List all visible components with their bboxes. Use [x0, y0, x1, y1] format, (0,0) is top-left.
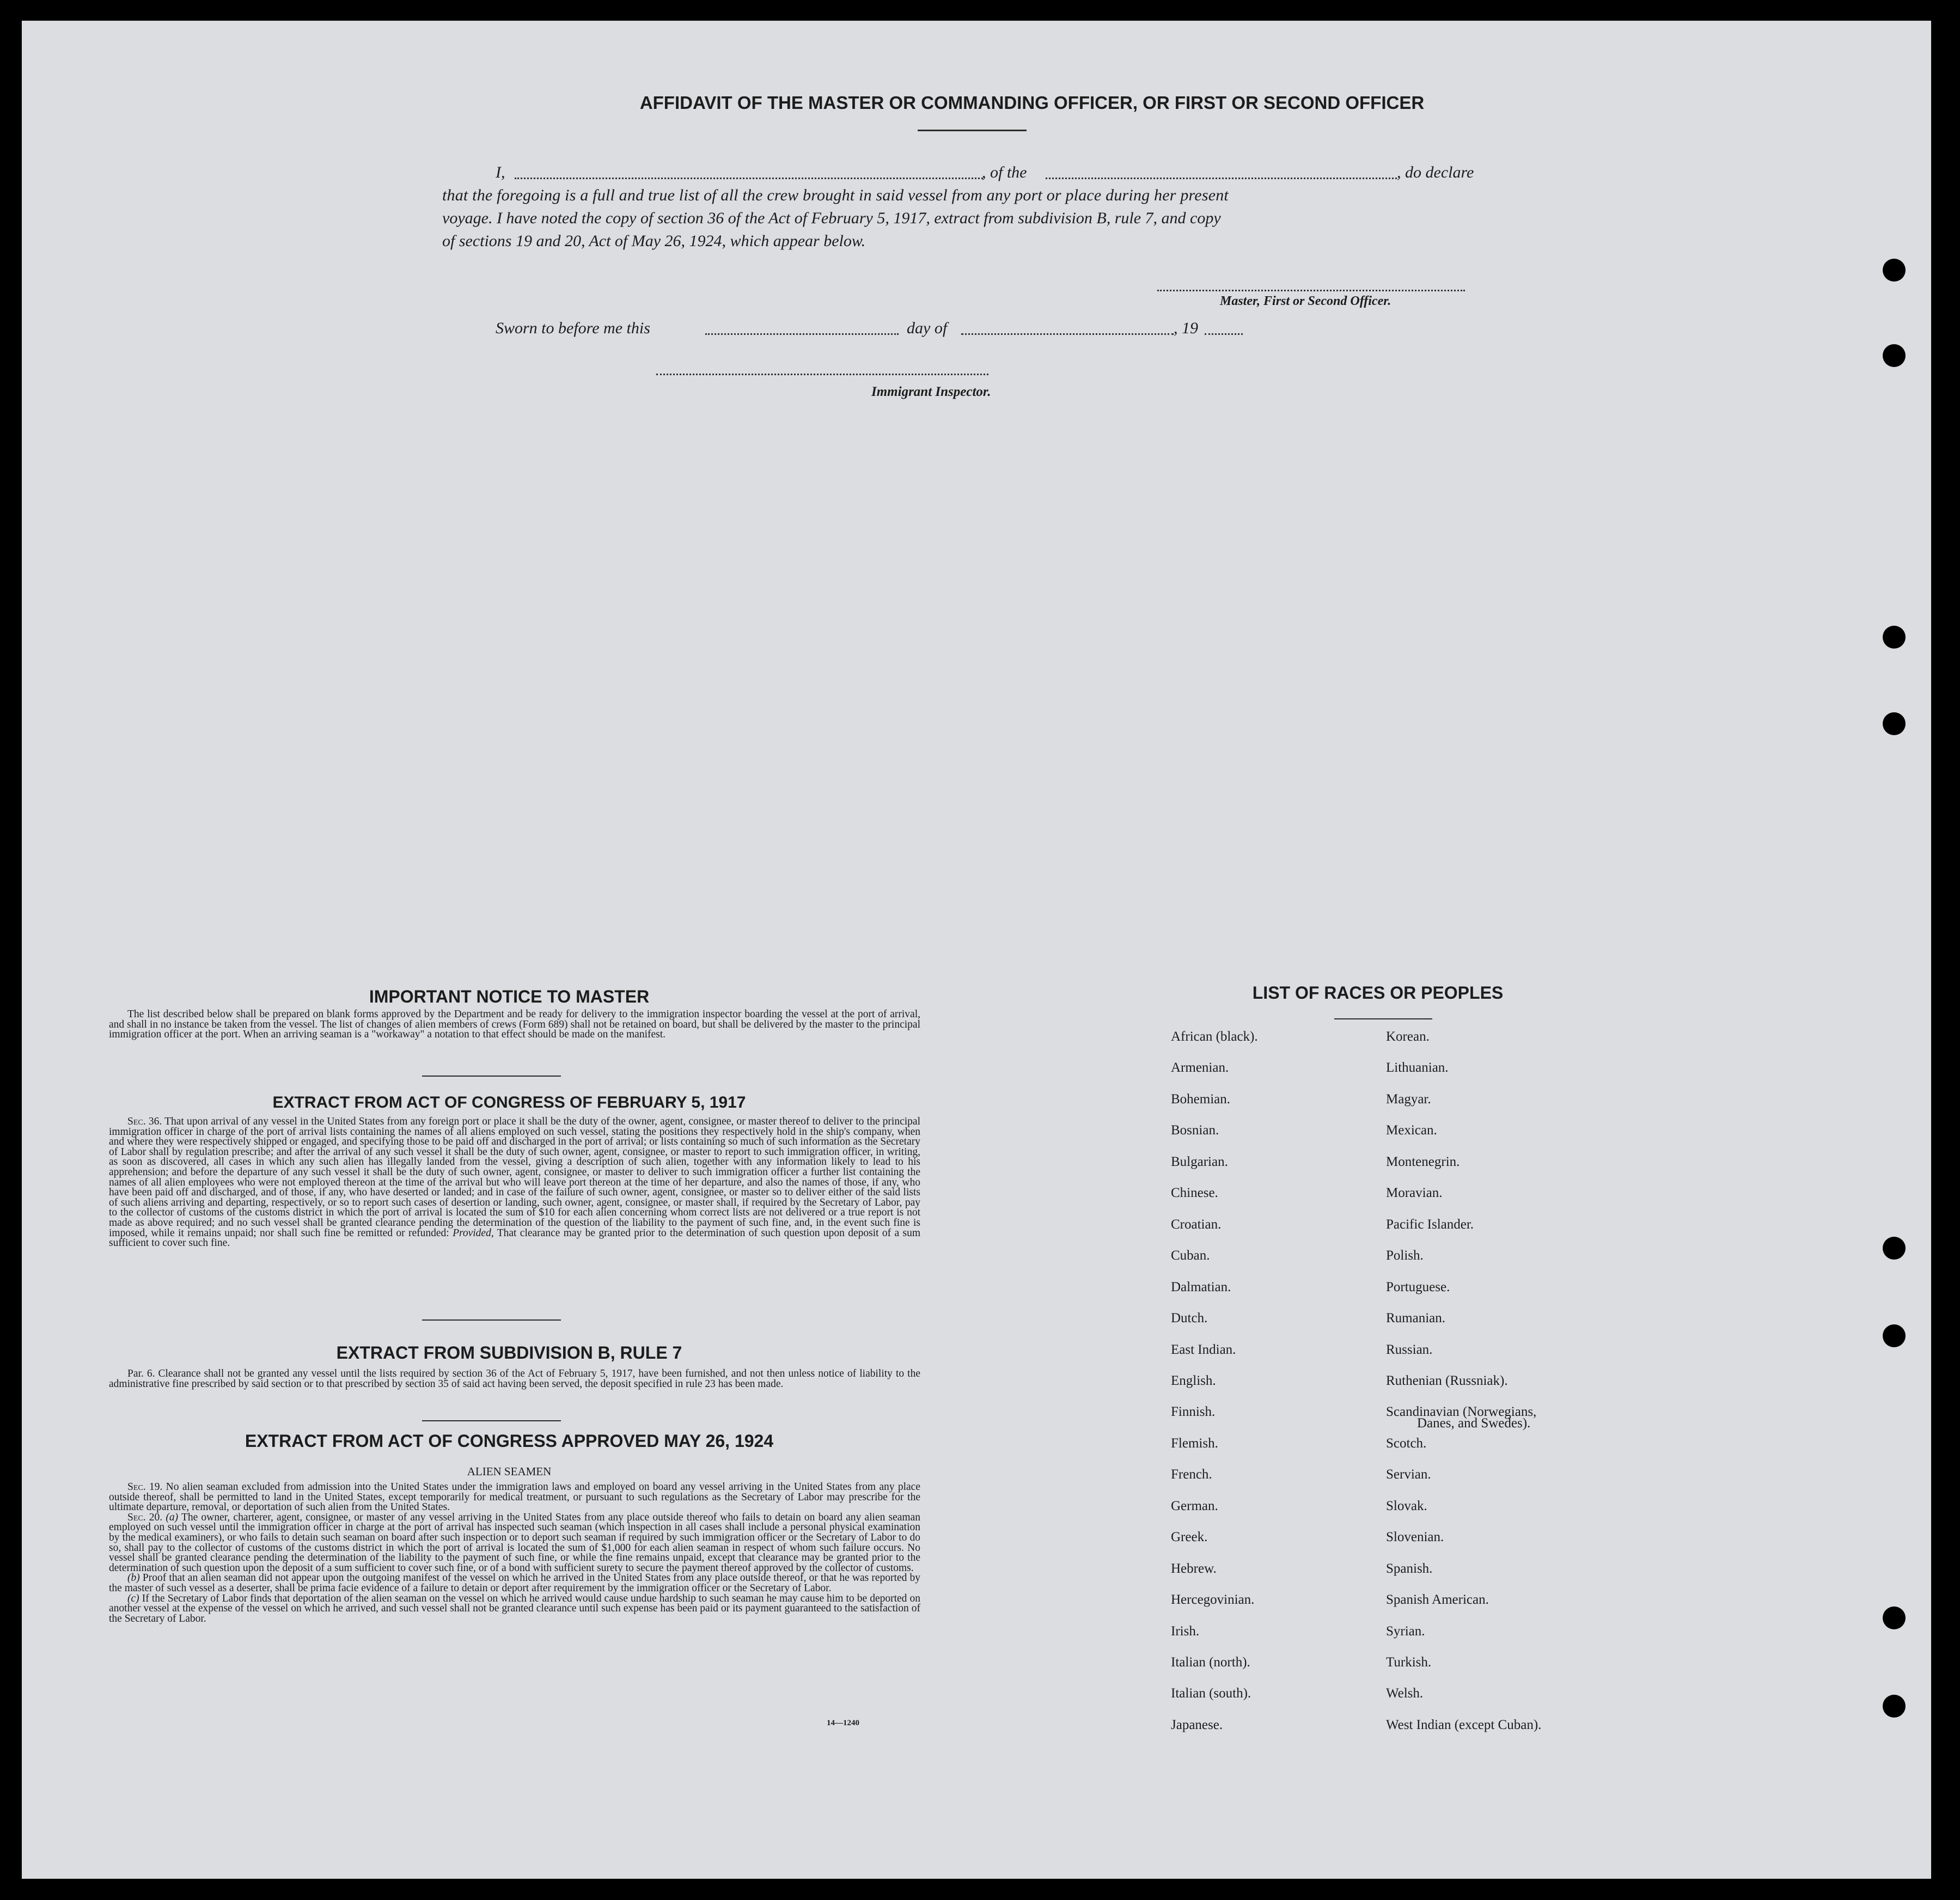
section-36-text-end: That clearance may be granted prior to the determination of such question upon deposit of a sum sufficient to cover such fine.: [109, 1227, 920, 1249]
race-item: Turkish.: [1386, 1655, 1432, 1670]
race-item: Scotch.: [1386, 1435, 1427, 1451]
section-19-text: No alien seaman excluded from admission into the United States under the immigration laws and employed on board any vessel arriving in the United States from any place outside thereof, shall be permitted to land in the United States, except temporarily for medical treatment, or pursuant to such regulations as the Secretary of Labor may prescribe for the ultimate departure, removal, or deportation of such alien from the United States.: [109, 1481, 920, 1513]
punch-hole: [1883, 344, 1906, 367]
affidavit-body-line3: of sections 19 and 20, Act of May 26, 1924, which appear below.: [442, 232, 866, 250]
race-item: Bosnian.: [1171, 1123, 1219, 1138]
race-item: Finnish.: [1171, 1404, 1216, 1420]
race-item: German.: [1171, 1498, 1218, 1513]
section-36-label: Sec. 36.: [127, 1116, 162, 1127]
section-36-text: That upon arrival of any vessel in the United States from any foreign port or place it shall be the duty of the owner, agent, consignee, or master thereof to deliver to the principal immigration officer in charge of the port of arrival lists containing the names of all aliens employed on such vessel, stating the positions they respectively hold in the ship's company, when and where they were respectively shipped or engaged, and specifying those to be paid off and discharged in the port of arrival; or lists containing so much of such information as the Secretary of Labor shall by regulation prescribe; and after the arrival of any such vessel it shall be the duty of such owner, agent, consignee, or master to report to such immigration officer, in writing, as soon as discovered, all cases in which any such alien has illegally landed from the vessel, giving a description of such alien, together with any information likely to lead to his apprehension; and before the departure of any such vessel it shall be the duty of such owner, agent, consignee, or master to deliver to such immigration officer a further list containing the names of all alien employees who were not employed thereon at the time of the arrival but who will leave port thereon at the time of her departure, and also the names of those, if any, who have been paid off and discharged, and of those, if any, who have deserted or landed; and in case of the failure of such owner, agent, consignee, or master so to deliver either of the said lists of such aliens arriving and departing, respectively, or so to report such cases of desertion or landing, such owner, agent, consignee, or master shall, if required by the Secretary of Labor, pay to the collector of customs of the customs district in which the port of arrival is located the sum of $10 for each alien concerning whom correct lists are not delivered or a true report is not made as above required; and no such vessel shall be granted clearance pending the determination of the question of the liability to the payment of such fine, and, in the event such fine is imposed, while it remains unpaid; nor shall such fine be remitted or refunded:: [109, 1116, 920, 1239]
day-of-label: day of: [907, 319, 948, 337]
affidavit-title-rule: [918, 130, 1027, 131]
race-item: Welsh.: [1386, 1686, 1424, 1701]
race-item: Spanish.: [1386, 1561, 1433, 1576]
punch-hole: [1883, 259, 1906, 282]
race-item: Chinese.: [1171, 1186, 1218, 1201]
race-item: Rumanian.: [1386, 1311, 1446, 1326]
notice-paragraph: The list described below shall be prepared on blank forms approved by the Department and be ready for delivery to the immigration inspector boarding the vessel at the port of arrival, and shall in no instance be taken from the vessel. The list of changes of alien members of crews (Form 689) shall not be retained on board, but shall be delivered by the master to the principal immigration officer at the port. When an arriving seaman is a "workaway" a notation to that effect should be made on the manifest.: [109, 1009, 920, 1041]
punch-hole: [1883, 1324, 1906, 1347]
punch-hole: [1883, 1237, 1906, 1260]
provided-label: Provided,: [453, 1227, 494, 1239]
race-item: Slovenian.: [1386, 1530, 1444, 1545]
extract-rule7-rule: [422, 1420, 561, 1421]
race-item: Dalmatian.: [1171, 1279, 1231, 1294]
sworn-day-blank[interactable]: [705, 333, 899, 335]
race-item: Hebrew.: [1171, 1561, 1217, 1576]
section-20a-label: (a): [166, 1511, 179, 1523]
extract-1917-rule: [422, 1319, 561, 1321]
extract-1917-text: [109, 1117, 920, 1249]
punch-hole: [1883, 1695, 1906, 1718]
race-item: Flemish.: [1171, 1435, 1218, 1451]
master-signature-blank[interactable]: [1157, 290, 1465, 291]
affidavit-body-line1: that the foregoing is a full and true list of all the crew brought in said vessel from any port or place during her present: [442, 186, 1229, 204]
section-20c-text: If the Secretary of Labor finds that deportation of the alien seaman on the vessel on which he arrived would cause undue hardship to such seaman he may cause him to be deported on another vessel at the expense of the vessel on which he arrived, and such vessel shall not be granted clearance until such expense has been paid or its payment guaranteed to the satisfaction of the Secretary of Labor.: [109, 1592, 920, 1624]
race-item: Slovak.: [1386, 1498, 1427, 1513]
notice-text: [109, 1010, 920, 1040]
race-item: Mexican.: [1386, 1123, 1437, 1138]
sworn-label: Sworn to before me this: [496, 319, 650, 337]
race-item: Magyar.: [1386, 1091, 1431, 1107]
master-signature-caption: Master, First or Second Officer.: [1220, 294, 1391, 308]
year-label: , 19: [1174, 319, 1198, 337]
race-item: East Indian.: [1171, 1342, 1236, 1357]
race-item: Dutch.: [1171, 1311, 1208, 1326]
race-item: Montenegrin.: [1386, 1154, 1460, 1169]
extract-rule7-title: EXTRACT FROM SUBDIVISION B, RULE 7: [336, 1343, 682, 1363]
race-item: Lithuanian.: [1386, 1060, 1449, 1076]
race-item: Pacific Islander.: [1386, 1217, 1474, 1232]
section-20a-paragraph: [109, 1513, 920, 1574]
race-item: Irish.: [1171, 1623, 1200, 1639]
extract-1917-title: EXTRACT FROM ACT OF CONGRESS OF FEBRUARY 5, 1917: [272, 1093, 746, 1111]
race-item: Russian.: [1386, 1342, 1433, 1357]
race-item: African (black).: [1171, 1029, 1258, 1044]
race-item: Portuguese.: [1386, 1279, 1450, 1294]
race-item: Ruthenian (Russniak).: [1386, 1373, 1508, 1388]
sworn-year-blank[interactable]: [1205, 333, 1243, 335]
race-item: Hercegovinian.: [1171, 1592, 1255, 1608]
race-item: Polish.: [1386, 1248, 1424, 1263]
section-19-paragraph: [109, 1482, 920, 1513]
notice-rule: [422, 1076, 561, 1077]
document-page: [22, 21, 1931, 1879]
affidavit-i-label: I,: [496, 163, 505, 181]
race-item: West Indian (except Cuban).: [1386, 1717, 1542, 1732]
race-item: French.: [1171, 1467, 1212, 1482]
extract-1924-title: EXTRACT FROM ACT OF CONGRESS APPROVED MAY 26, 1924: [245, 1431, 774, 1451]
notice-title: IMPORTANT NOTICE TO MASTER: [369, 987, 650, 1006]
race-item: Moravian.: [1386, 1186, 1443, 1201]
section-20b-text: Proof that an alien seaman did not appear upon the outgoing manifest of the vessel on which he arrived in the United States from any place outside thereof, or that he was reported by the master of such vessel as a deserter, shall be prima facie evidence of a failure to detain or deport after requirement by the immigration officer or the Secretary of Labor.: [109, 1572, 921, 1594]
race-item: Korean.: [1386, 1029, 1430, 1044]
race-item: Scandinavian (Norwegians,: [1386, 1404, 1537, 1420]
section-20b-label: (b): [127, 1572, 140, 1584]
sworn-month-blank[interactable]: [961, 333, 1174, 335]
section-20-label: Sec. 20.: [127, 1511, 163, 1523]
extract-1924-text: [109, 1482, 920, 1624]
race-item: Greek.: [1171, 1530, 1208, 1545]
section-20c-paragraph: [109, 1594, 920, 1624]
punch-hole: [1883, 1606, 1906, 1629]
inspector-caption: Immigrant Inspector.: [871, 384, 991, 399]
race-item: Japanese.: [1171, 1717, 1223, 1732]
form-number: 14—1240: [827, 1719, 859, 1727]
section-19-label: Sec. 19.: [127, 1481, 163, 1493]
rule7-paragraph: Par. 6. Clearance shall not be granted any vessel until the lists required by section 36 of the Act of February 5, 1917, have been furnished, and not then unless notice of liability to the administrative fine prescribed by said section or to that prescribed by section 35 of said act having been served, the deposit specified in rule 23 has been made.: [109, 1368, 920, 1390]
races-title-rule: [1334, 1018, 1432, 1019]
race-item: Spanish American.: [1386, 1592, 1489, 1608]
race-item: Croatian.: [1171, 1217, 1222, 1232]
affidavit-of-the-label: , of the: [982, 163, 1027, 181]
race-item: Bohemian.: [1171, 1091, 1231, 1107]
declarant-name-blank[interactable]: [515, 178, 983, 179]
race-item: Italian (north).: [1171, 1655, 1250, 1670]
race-item: Syrian.: [1386, 1623, 1425, 1639]
punch-hole: [1883, 626, 1906, 649]
race-item: Bulgarian.: [1171, 1154, 1228, 1169]
section-36-paragraph: [109, 1117, 920, 1249]
race-item: Cuban.: [1171, 1248, 1210, 1263]
inspector-signature-blank[interactable]: [656, 374, 988, 375]
races-title: LIST OF RACES OR PEOPLES: [1252, 983, 1504, 1003]
race-item: Armenian.: [1171, 1060, 1229, 1076]
race-scandinavian-continued: Danes, and Swedes).: [1417, 1416, 1531, 1431]
section-20a-text: The owner, charterer, agent, consignee, or master of any vessel arriving in the United States from any place outside thereof who fails to detain on board any alien seaman employed on such vessel until the immigration officer in charge at the port of arrival has inspected such seaman (which inspection in all cases shall include a personal physical examination by the medical examiners), or who fails to detain such seaman on board after such inspection or to deport such seaman if required by such immigration officer or the Secretary of Labor to do so, shall pay to the collector of customs of the customs district in which the port of arrival is located the sum of $1,000 for each alien seaman in respect of whom such failure occurs. No vessel shall be granted clearance pending the determination of the liability to the payment of such fine, or while the fine remains unpaid, except that clearance may be granted prior to the determination of such question upon the deposit of a sum sufficient to cover such fine, or of a bond with sufficient surety to secure the payment thereof approved by the collector of customs.: [109, 1511, 921, 1574]
vessel-name-blank[interactable]: [1046, 178, 1397, 179]
section-20c-label: (c): [127, 1592, 139, 1604]
alien-seamen-subtitle: ALIEN SEAMEN: [467, 1465, 552, 1478]
race-item: Italian (south).: [1171, 1686, 1251, 1701]
affidavit-title: AFFIDAVIT OF THE MASTER OR COMMANDING OFFICER, OR FIRST OR SECOND OFFICER: [639, 93, 1425, 113]
race-item: English.: [1171, 1373, 1216, 1388]
race-item: Servian.: [1386, 1467, 1431, 1482]
affidavit-body-line2: voyage. I have noted the copy of section 36 of the Act of February 5, 1917, extract from subdivision B, rule 7, and copy: [442, 209, 1221, 227]
affidavit-do-declare-label: , do declare: [1397, 163, 1474, 181]
extract-rule7-text: [109, 1369, 920, 1389]
section-20b-paragraph: [109, 1573, 920, 1593]
punch-hole: [1883, 712, 1906, 735]
